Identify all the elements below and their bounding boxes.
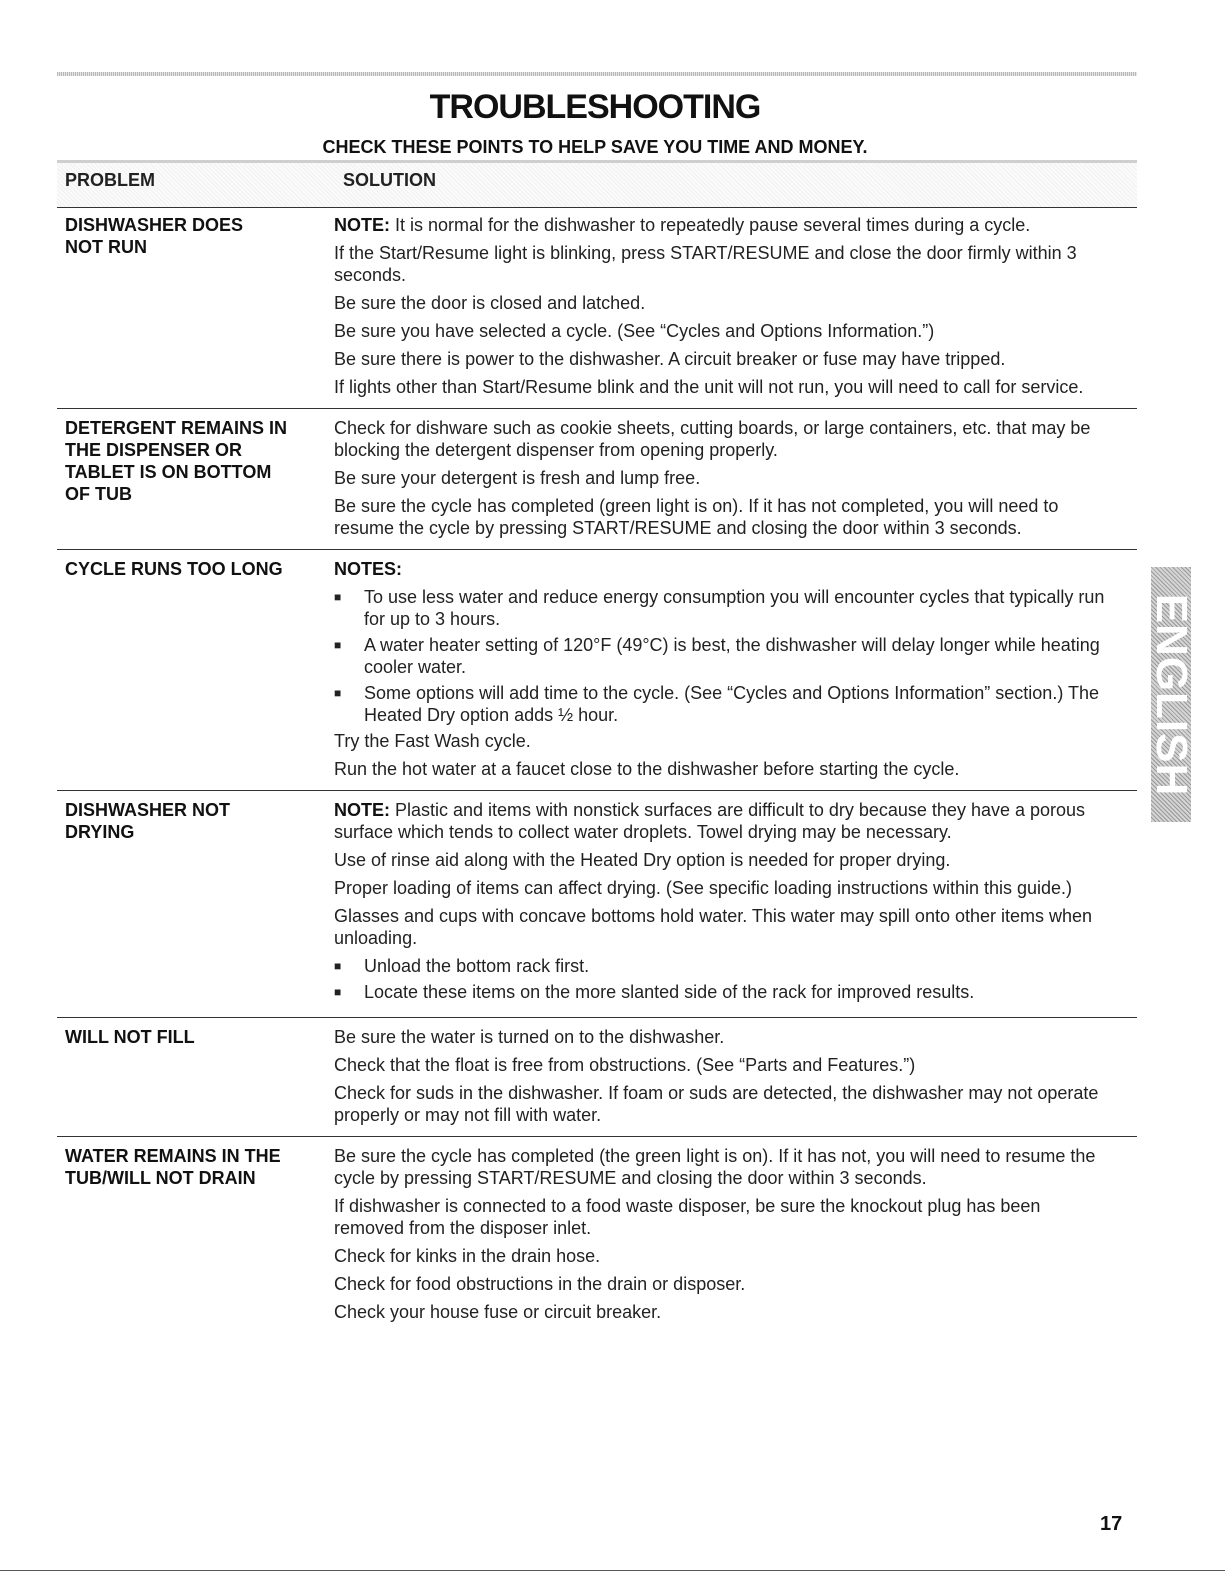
header-problem: PROBLEM bbox=[65, 170, 155, 190]
notes-label: NOTES: bbox=[334, 559, 403, 579]
note-label: NOTE: bbox=[334, 215, 390, 235]
note-paragraph bbox=[334, 799, 1109, 843]
bullet-square-icon: ■ bbox=[334, 985, 342, 999]
solution-text: Be sure there is power to the dishwasher. A circuit breaker or fuse may have tripped. bbox=[334, 349, 1006, 369]
solution-text: Be sure your detergent is fresh and lump free. bbox=[334, 468, 701, 488]
table-row bbox=[57, 409, 1137, 550]
note-paragraph bbox=[334, 214, 1109, 236]
bullet-item bbox=[334, 955, 1109, 977]
problem-cell bbox=[57, 417, 334, 539]
language-label: ENGLISH bbox=[1147, 593, 1196, 796]
solution-text: If the Start/Resume light is blinking, press START/RESUME and close the door firmly within 3 seconds. bbox=[334, 243, 1077, 285]
bullet-item bbox=[334, 682, 1109, 726]
note-label: NOTE: bbox=[334, 800, 390, 820]
problem-cell bbox=[57, 558, 334, 780]
notes-paragraph bbox=[334, 558, 1109, 580]
header-solution: SOLUTION bbox=[343, 170, 436, 190]
table-header-band bbox=[57, 160, 1137, 208]
page-title: TROUBLESHOOTING bbox=[429, 88, 761, 126]
problem-cell bbox=[57, 1145, 334, 1323]
solution-text: Be sure the door is closed and latched. bbox=[334, 293, 646, 313]
solution-cell bbox=[334, 558, 1109, 780]
bottom-rule bbox=[0, 1570, 1225, 1571]
table-row bbox=[57, 550, 1137, 791]
note-text: It is normal for the dishwasher to repeatedly pause several times during a cycle. bbox=[390, 215, 1031, 235]
solution-text: Proper loading of items can affect drying. (See specific loading instructions within this guide.) bbox=[334, 878, 1073, 898]
solution-text: Run the hot water at a faucet close to the dishwasher before starting the cycle. bbox=[334, 759, 960, 779]
table-row bbox=[57, 206, 1137, 409]
problem-label: WATER REMAINS IN THE TUB/WILL NOT DRAIN bbox=[65, 1146, 281, 1188]
top-rule bbox=[57, 72, 1137, 76]
problem-label: DISHWASHER NOT DRYING bbox=[65, 800, 231, 842]
solution-cell bbox=[334, 214, 1109, 398]
solution-text: Check for food obstructions in the drain or disposer. bbox=[334, 1274, 746, 1294]
solution-text: Be sure the cycle has completed (green light is on). If it has not completed, you will need to resume the cycle by pressing START/RESUME and closing the door within 3 seconds. bbox=[334, 496, 1059, 538]
solution-text: Check for suds in the dishwasher. If foam or suds are detected, the dishwasher may not operate properly or may not fill with water. bbox=[334, 1083, 1099, 1125]
bullet-text: Some options will add time to the cycle. (See “Cycles and Options Information” section.) The Heated Dry option adds ½ hour. bbox=[364, 683, 1100, 725]
bullet-square-icon: ■ bbox=[334, 686, 342, 700]
problem-label: DETERGENT REMAINS IN THE DISPENSER OR TABLET IS ON BOTTOM OF TUB bbox=[65, 418, 288, 504]
solution-text: Check for kinks in the drain hose. bbox=[334, 1246, 601, 1266]
bullet-square-icon: ■ bbox=[334, 638, 342, 652]
solution-text: Be sure the water is turned on to the dishwasher. bbox=[334, 1027, 725, 1047]
solution-cell bbox=[334, 1145, 1109, 1323]
solution-text: Check that the float is free from obstructions. (See “Parts and Features.”) bbox=[334, 1055, 916, 1075]
problem-cell bbox=[57, 1026, 334, 1126]
bullet-text: Locate these items on the more slanted side of the rack for improved results. bbox=[364, 982, 975, 1002]
bullet-text: Unload the bottom rack first. bbox=[364, 956, 590, 976]
solution-cell bbox=[334, 417, 1109, 539]
bullet-square-icon: ■ bbox=[334, 590, 342, 604]
table-row bbox=[57, 1018, 1137, 1137]
bullet-text: A water heater setting of 120°F (49°C) is best, the dishwasher will delay longer while heating cooler water. bbox=[364, 635, 1100, 677]
solution-text: Try the Fast Wash cycle. bbox=[334, 731, 531, 751]
bullet-item bbox=[334, 634, 1109, 678]
solution-text: Be sure the cycle has completed (the green light is on). If it has not, you will need to resume the cycle by pressing START/RESUME and closing the door within 3 seconds. bbox=[334, 1146, 1096, 1188]
solution-text: Glasses and cups with concave bottoms hold water. This water may spill onto other items when unloading. bbox=[334, 906, 1093, 948]
solution-cell bbox=[334, 799, 1109, 1007]
bullet-item bbox=[334, 981, 1109, 1003]
note-text: Plastic and items with nonstick surfaces are difficult to dry because they have a porous surface which tends to collect water droplets. Towel drying may be necessary. bbox=[334, 800, 1086, 842]
troubleshooting-table bbox=[57, 206, 1137, 1333]
bullet-item bbox=[334, 586, 1109, 630]
solution-text: Check for dishware such as cookie sheets, cutting boards, or large containers, etc. that may be blocking the detergent dispenser from opening properly. bbox=[334, 418, 1091, 460]
problem-cell bbox=[57, 799, 334, 1007]
problem-cell bbox=[57, 214, 334, 398]
page-subtitle: CHECK THESE POINTS TO HELP SAVE YOU TIME AND MONEY. bbox=[322, 137, 868, 157]
table-row bbox=[57, 1137, 1137, 1333]
problem-label: DISHWASHER DOES NOT RUN bbox=[65, 215, 244, 257]
solution-text: Be sure you have selected a cycle. (See “Cycles and Options Information.”) bbox=[334, 321, 935, 341]
bullet-text: To use less water and reduce energy consumption you will encounter cycles that typically run for up to 3 hours. bbox=[364, 587, 1105, 629]
problem-label: CYCLE RUNS TOO LONG bbox=[65, 559, 283, 579]
solution-text: If dishwasher is connected to a food waste disposer, be sure the knockout plug has been removed from the disposer inlet. bbox=[334, 1196, 1041, 1238]
solution-text: Use of rinse aid along with the Heated Dry option is needed for proper drying. bbox=[334, 850, 951, 870]
solution-text: If lights other than Start/Resume blink and the unit will not run, you will need to call for service. bbox=[334, 377, 1084, 397]
table-row bbox=[57, 791, 1137, 1018]
solution-text: Check your house fuse or circuit breaker. bbox=[334, 1302, 662, 1322]
language-side-tab bbox=[1147, 567, 1196, 822]
bullet-square-icon: ■ bbox=[334, 959, 342, 973]
problem-label: WILL NOT FILL bbox=[65, 1027, 195, 1047]
page-number: 17 bbox=[1100, 1513, 1123, 1535]
solution-cell bbox=[334, 1026, 1109, 1126]
